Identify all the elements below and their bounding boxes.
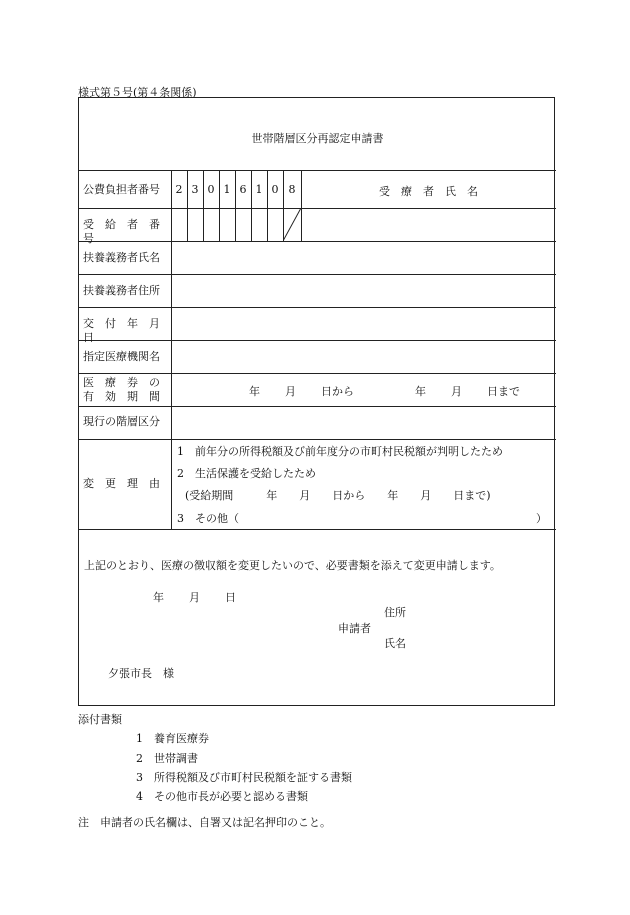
date-day: 日 xyxy=(225,591,236,604)
validity-until: 日まで xyxy=(487,385,520,398)
date-month: 月 xyxy=(189,591,200,604)
declaration-text: 上記のとおり、医療の徴収額を変更したいので、必要書類を添えて変更申請します。 xyxy=(84,559,501,572)
row-divider xyxy=(79,274,556,275)
row-divider xyxy=(79,529,556,530)
validity-year1: 年 xyxy=(249,385,260,398)
label-public-payer-number: 公費負担者番号 xyxy=(83,183,160,196)
digit-cell-divider xyxy=(301,170,302,241)
addressee: 夕張市長 様 xyxy=(108,667,174,680)
date-year: 年 xyxy=(153,591,164,604)
label-validity-line2: 有 効 期 間 xyxy=(83,390,160,403)
payer-digit: 0 xyxy=(271,183,279,196)
label-validity-line1: 医 療 券 の xyxy=(83,376,160,389)
label-recipient-number: 受 給 者 番 号 xyxy=(83,218,171,245)
form-title: 世帯階層区分再認定申請書 xyxy=(251,132,384,145)
label-current-class: 現行の階層区分 xyxy=(83,415,160,428)
validity-from: 日から xyxy=(321,385,354,398)
label-supporter-name: 扶養義務者氏名 xyxy=(83,251,160,264)
applicant-address-label: 住所 xyxy=(384,606,406,619)
slash-mark xyxy=(283,208,301,241)
attachments-heading: 添付書類 xyxy=(78,713,122,726)
form-number: 様式第５号(第４条関係) xyxy=(78,86,197,99)
attachment-item: 2 世帯調書 xyxy=(136,752,198,765)
payer-digit: 2 xyxy=(175,183,183,196)
row-divider xyxy=(79,170,556,171)
digit-cell-divider xyxy=(235,170,236,241)
label-issue-date: 交 付 年 月 日 xyxy=(83,317,171,344)
row-divider xyxy=(79,208,556,209)
validity-month2: 月 xyxy=(451,385,462,398)
payer-digit: 1 xyxy=(223,183,231,196)
reason-2: 2 生活保護を受給したため xyxy=(177,467,316,480)
row-divider xyxy=(79,307,556,308)
digit-cell-divider xyxy=(267,170,268,241)
label-recipient-name: 受 療 者 氏 名 xyxy=(379,185,478,198)
reason-3: 3 その他（ xyxy=(177,512,239,525)
validity-year2: 年 xyxy=(415,385,426,398)
attachment-item: 1 養育医療券 xyxy=(136,732,209,745)
label-supporter-address: 扶養義務者住所 xyxy=(83,284,160,297)
label-designated-institution: 指定医療機関名 xyxy=(83,350,160,363)
validity-month1: 月 xyxy=(285,385,296,398)
digit-cell-divider xyxy=(187,170,188,241)
label-change-reason: 変 更 理 由 xyxy=(83,477,160,490)
payer-digit: 1 xyxy=(255,183,263,196)
application-form-frame xyxy=(78,97,555,706)
payer-digit: 6 xyxy=(239,183,247,196)
attachment-item: 3 所得税額及び市町村民税額を証する書類 xyxy=(136,771,352,784)
digit-cell-divider xyxy=(203,170,204,241)
digit-cell-divider xyxy=(251,170,252,241)
attachment-item: 4 その他市長が必要と認める書類 xyxy=(136,790,308,803)
footnote: 注 申請者の氏名欄は、自署又は記名押印のこと。 xyxy=(78,816,331,829)
applicant-label: 申請者 xyxy=(338,622,371,635)
reason-1: 1 前年分の所得税額及び前年度分の市町村民税額が判明したため xyxy=(177,445,503,458)
payer-digit: 0 xyxy=(207,183,215,196)
payer-digit: 3 xyxy=(191,183,199,196)
row-divider xyxy=(79,406,556,407)
row-divider xyxy=(79,373,556,374)
payer-digit: 8 xyxy=(288,183,296,196)
reason-3-close: ） xyxy=(536,512,547,525)
applicant-name-label: 氏名 xyxy=(384,637,406,650)
reason-2-period: (受給期間 年 月 日から 年 月 日まで) xyxy=(185,489,491,502)
label-column-divider xyxy=(171,170,172,529)
digit-cell-divider xyxy=(219,170,220,241)
row-divider xyxy=(79,439,556,440)
